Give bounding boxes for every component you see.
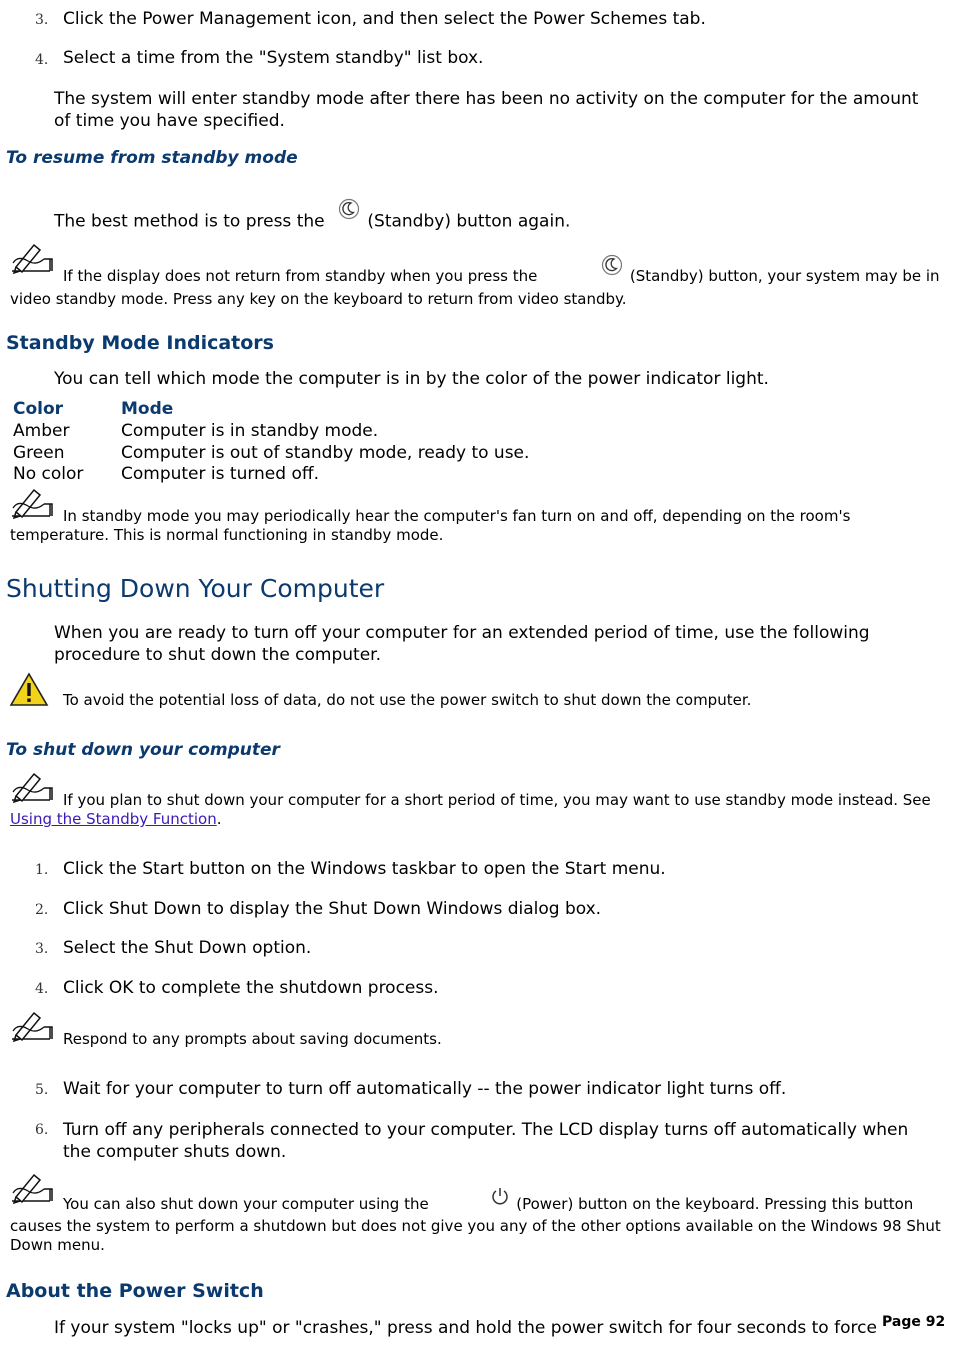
standby-function-link[interactable]: Using the Standby Function bbox=[10, 810, 217, 828]
note3-period: . bbox=[216, 810, 222, 828]
table-cell: Computer is turned off. bbox=[121, 464, 319, 484]
table-cell: Computer is out of standby mode, ready to use. bbox=[121, 443, 530, 463]
step-text: Click the Start button on the Windows taskbar to open the Start menu. bbox=[63, 859, 666, 879]
page-number: Page 92 bbox=[882, 1314, 946, 1330]
note5-text-before: You can also shut down your computer using the bbox=[63, 1195, 429, 1213]
resume-text-before: The best method is to press the bbox=[54, 211, 325, 232]
step-text: Select a time from the "System standby" list box. bbox=[63, 48, 484, 68]
table-cell: Amber bbox=[13, 421, 70, 441]
step-text: Click the Power Management icon, and then select the Power Schemes tab. bbox=[63, 9, 706, 29]
step-number: 5. bbox=[35, 1082, 49, 1098]
note5-text-after: (Power) button on the keyboard. Pressing this button causes the system to perform a shutdown but does not give you any of the other options available on the Windows 98 Shut Down menu. bbox=[10, 1195, 941, 1254]
shutdown-intro: When you are ready to turn off your computer for an extended period of time, use the following procedure to shut down the computer. bbox=[54, 623, 870, 665]
table-cell: Computer is in standby mode. bbox=[121, 421, 379, 441]
note-pencil-icon bbox=[10, 1009, 54, 1048]
step-number: 3. bbox=[35, 12, 49, 28]
note3-text: If you plan to shut down your computer for a short period of time, you may want to use standby mode instead. See bbox=[63, 791, 931, 809]
indicators-heading: Standby Mode Indicators bbox=[6, 332, 274, 354]
note1-text-before: If the display does not return from standby when you press the bbox=[63, 267, 538, 285]
table-header-mode: Mode bbox=[121, 399, 174, 419]
shutdown-subheading: To shut down your computer bbox=[6, 740, 280, 760]
table-cell: Green bbox=[13, 443, 65, 463]
step-text: Turn off any peripherals connected to your computer. The LCD display turns off automatically when the computer shuts down. bbox=[63, 1120, 909, 1162]
caution-text: To avoid the potential loss of data, do not use the power switch to shut down the computer. bbox=[63, 691, 752, 709]
step-number: 3. bbox=[35, 941, 49, 957]
standby-paragraph: The system will enter standby mode after there has been no activity on the computer for the amount of time you have specified. bbox=[54, 89, 919, 131]
note1-text-after: (Standby) button, your system may be in video standby mode. Press any key on the keyboard to return from video standby. bbox=[10, 267, 940, 308]
indicators-intro: You can tell which mode the computer is in by the color of the power indicator light. bbox=[54, 369, 769, 389]
standby-moon-icon bbox=[548, 254, 623, 281]
step-text: Click OK to complete the shutdown process. bbox=[63, 978, 439, 998]
caution-triangle-icon bbox=[9, 672, 49, 713]
note-standby-suggestion bbox=[10, 791, 946, 829]
resume-line bbox=[54, 208, 570, 235]
power-switch-text: If your system "locks up" or "crashes," press and hold the power switch for four seconds to force bbox=[54, 1318, 877, 1338]
shutdown-heading: Shutting Down Your Computer bbox=[6, 574, 385, 603]
step-number: 4. bbox=[35, 981, 49, 997]
note-display-standby bbox=[10, 263, 946, 309]
step-number: 6. bbox=[35, 1122, 49, 1138]
table-header-color: Color bbox=[13, 399, 64, 419]
step-number: 2. bbox=[35, 902, 49, 918]
standby-moon-icon bbox=[338, 198, 360, 225]
step-number: 4. bbox=[35, 52, 49, 68]
note-power-button bbox=[10, 1192, 946, 1255]
table-cell: No color bbox=[13, 464, 84, 484]
note-prompts: Respond to any prompts about saving documents. bbox=[63, 1030, 442, 1048]
note-fan: In standby mode you may periodically hear the computer's fan turn on and off, depending on the room's temperature. This is normal functioning in standby mode. bbox=[10, 507, 851, 544]
resume-text-after: (Standby) button again. bbox=[367, 211, 571, 232]
power-icon bbox=[437, 1186, 510, 1211]
step-number: 1. bbox=[35, 862, 49, 878]
step-text: Wait for your computer to turn off automatically -- the power indicator light turns off. bbox=[63, 1079, 787, 1099]
resume-heading: To resume from standby mode bbox=[6, 148, 298, 168]
step-text: Click Shut Down to display the Shut Down Windows dialog box. bbox=[63, 899, 602, 919]
step-text: Select the Shut Down option. bbox=[63, 938, 312, 958]
power-switch-heading: About the Power Switch bbox=[6, 1280, 264, 1302]
